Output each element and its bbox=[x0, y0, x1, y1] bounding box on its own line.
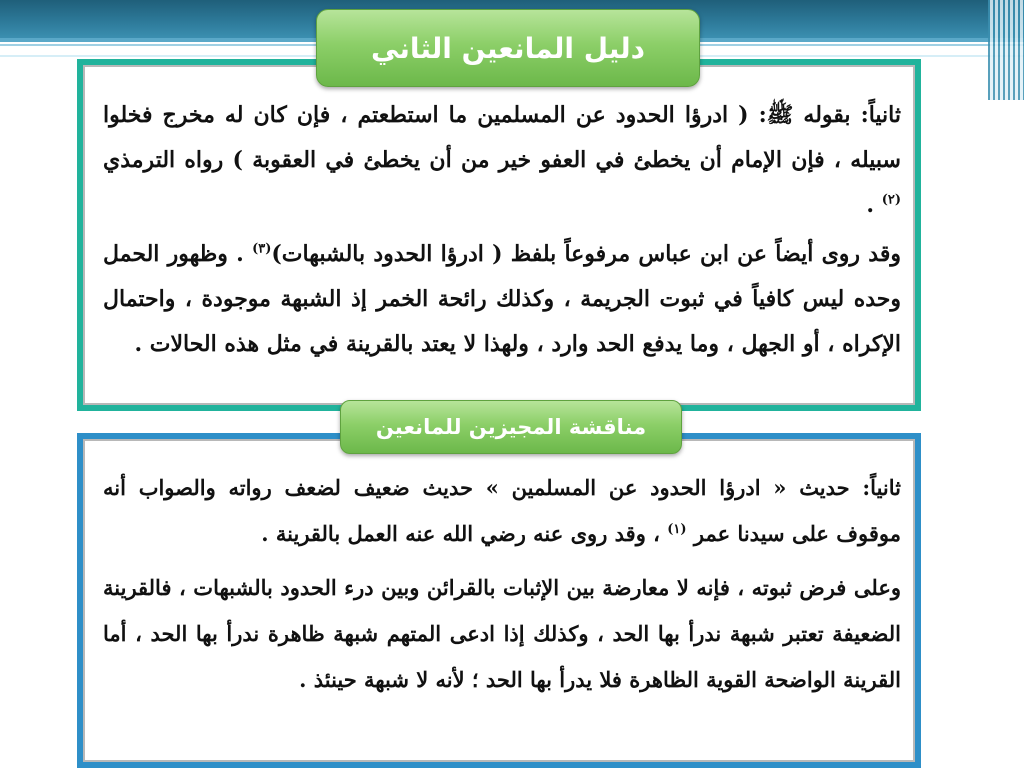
evidence-box bbox=[77, 59, 921, 411]
footnote-ref: (١) bbox=[667, 522, 687, 537]
discussion-paragraph-2: وعلى فرض ثبوته ، فإنه لا معارضة بين الإثبات بالقرائن وبين درء الحدود بالشبهات ، فالقرينة الضعيفة تعتبر شبهة ندرأ بها الحد ، وكذلك إذا ادعى المتهم شبهة ظاهرة ندرأ بها الحد ، أما القرينة الواضحة القوية الظاهرة فلا يدرأ بها الحد ؛ لأنه لا شبهة حينئذ . bbox=[103, 575, 901, 692]
footnote-ref: (٢) bbox=[881, 192, 901, 208]
paragraph-text: . bbox=[866, 192, 882, 218]
evidence-paragraph-1 bbox=[103, 93, 901, 228]
paragraph-text: ثانياً: بقوله ﷺ: ( ادرؤا الحدود عن المسلمين ما استطعتم ، فإن كان له مخرج فخلوا سبيله ، فإن الإمام أن يخطئ في العفو خير من أن يخطئ في العقوبة ) رواه الترمذي bbox=[103, 102, 901, 173]
section-subtitle: مناقشة المجيزين للمانعين bbox=[340, 400, 682, 454]
decorative-stripes bbox=[988, 0, 1024, 100]
evidence-paragraph-2 bbox=[103, 232, 901, 367]
footnote-ref: (٣) bbox=[252, 241, 272, 257]
paragraph-text: . وظهور الحمل وحده ليس كافياً في ثبوت الجريمة ، وكذلك رائحة الخمر إذ الشبهة موجودة ، واحتمال الإكراه ، أو الجهل ، وما يدفع الحد وارد ، ولهذا لا يعتد بالقرينة في مثل هذه الحالات . bbox=[103, 241, 901, 357]
paragraph-text: ثانياً: حديث « ادرؤا الحدود عن المسلمين » حديث ضعيف لضعف رواته والصواب أنه موقوف على سيدنا عمر bbox=[103, 475, 901, 546]
evidence-box-content bbox=[83, 65, 915, 405]
paragraph-text: ، وقد روى عنه رضي الله عنه العمل بالقرينة . bbox=[261, 521, 668, 546]
slide-title: دليل المانعين الثاني bbox=[316, 9, 700, 87]
discussion-box bbox=[77, 433, 921, 768]
discussion-paragraph-1 bbox=[103, 465, 901, 557]
discussion-box-content bbox=[83, 439, 915, 762]
paragraph-text: وقد روى أيضاً عن ابن عباس مرفوعاً بلفظ ( ادرؤا الحدود بالشبهات) bbox=[271, 241, 901, 267]
